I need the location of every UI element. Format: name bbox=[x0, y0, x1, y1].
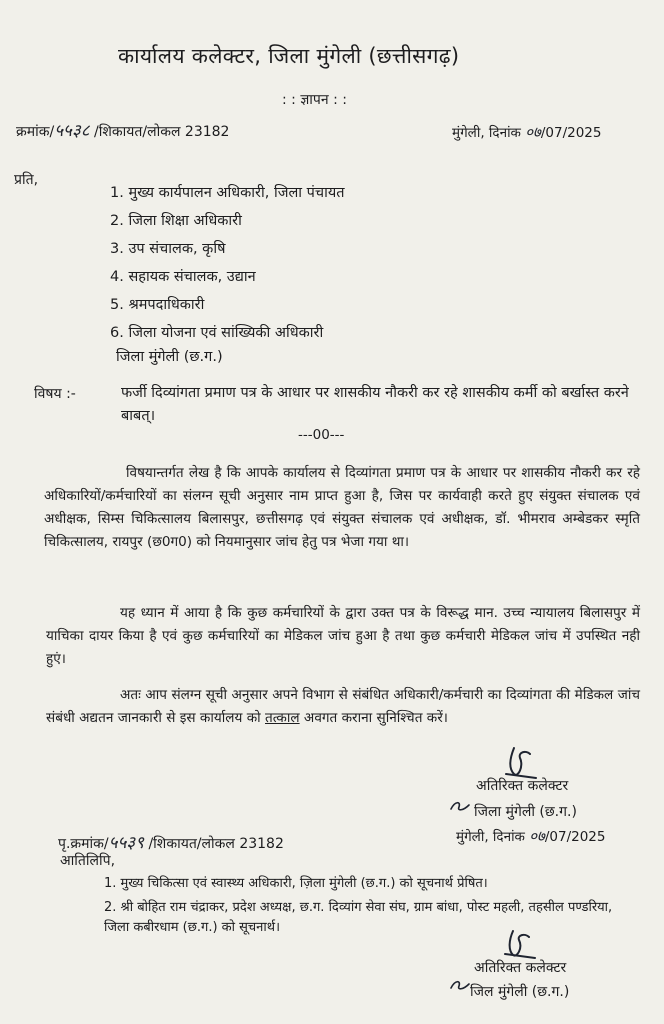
recipient-item: 6. जिला योजना एवं सांख्यिकी अधिकारी bbox=[110, 325, 324, 341]
signature1-designation: अतिरिक्त कलेक्टर bbox=[476, 778, 569, 794]
signature2-scribble-icon bbox=[499, 928, 539, 962]
body-paragraph-1: विषयान्तर्गत लेख है कि आपके कार्यालय से दिव्यांगता प्रमाण पत्र के आधार पर शासकीय नौकरी कर रहे अधिकारियों/कर्मचारियों का संलग्न सूची अनुसार नाम प्राप्त हुआ है, जिस पर कार्यवाही करते हुए संयुक्त संचालक एवं अधीक्षक, सिम्स चिकित्सालय बिलासपुर, छत्तीसगढ़ एवं संयुक्त संचालक एवं अधीक्षक, डॉ. भीमराव अम्बेडकर स्मृति चिकित्सालय, रायपुर (छ0ग0) को नियमानुसार जांच हेतु पत्र भेजा गया था। bbox=[44, 465, 640, 550]
handwritten-ref-number: ५५३८ bbox=[54, 121, 90, 141]
ref2-label: पृ.क्रमांक/ bbox=[58, 836, 109, 852]
recipient-item: 3. उप संचालक, कृषि bbox=[110, 241, 226, 257]
recipient-item: 5. श्रमपदाधिकारी bbox=[110, 297, 205, 313]
endorsement-date bbox=[456, 826, 605, 846]
date2-rest: /07/2025 bbox=[544, 829, 606, 845]
to-label: प्रति, bbox=[14, 172, 39, 188]
copy-item: 2. श्री बोहित राम चंद्राकर, प्रदेश अध्यक्ष, छ.ग. दिव्यांग सेवा संघ, ग्राम बांधा, पोस्ट महली, तहसील पण्डरिया, जिला कबीरधाम (छ.ग.) को सूचनार्थ। bbox=[104, 900, 613, 935]
recipient-district: जिला मुंगेली (छ.ग.) bbox=[116, 349, 223, 365]
recipient-item: 2. जिला शिक्षा अधिकारी bbox=[110, 213, 242, 229]
office-title: कार्यालय कलेक्टर, जिला मुंगेली (छत्तीसगढ़) bbox=[118, 44, 460, 68]
handwritten-date2-day: ०७ bbox=[529, 827, 545, 845]
para3-underlined-word: तत्काल bbox=[265, 710, 300, 726]
ref-label: क्रमांक/ bbox=[16, 124, 55, 140]
date-rest: /07/2025 bbox=[540, 125, 602, 141]
memo-heading: : : ज्ञापन : : bbox=[282, 92, 347, 108]
ref2-suffix: /शिकायत/लोकल 23182 bbox=[148, 836, 284, 852]
ref-suffix: /शिकायत/लोकल 23182 bbox=[94, 124, 230, 140]
signature1-district: जिला मुंगेली (छ.ग.) bbox=[474, 804, 577, 820]
issue-date bbox=[452, 122, 601, 142]
endorsement-reference-number bbox=[58, 830, 284, 853]
initial-mark-icon bbox=[449, 799, 471, 813]
handwritten-ref2-number: ५५३९ bbox=[108, 833, 144, 853]
subject-text: फर्जी दिव्यांगता प्रमाण पत्र के आधार पर शासकीय नौकरी कर रहे शासकीय कर्मी को बर्खास्त करने बाबत्। bbox=[121, 385, 629, 424]
subject-label: विषय :- bbox=[34, 386, 76, 402]
copy-to-label: आतिलिपि, bbox=[60, 853, 116, 869]
para3-text-before: अतः आप संलग्न सूची अनुसार अपने विभाग से संबंधित अधिकारी/कर्मचारी का दिव्यांगता की मेडिकल जांच संबंधी अद्यतन जानकारी से इस कार्यालय को bbox=[46, 687, 640, 726]
para3-text-after: अवगत कराना सुनिश्चित करें। bbox=[299, 710, 448, 726]
recipient-item: 4. सहायक संचालक, उद्यान bbox=[110, 269, 256, 285]
body-paragraph-2: यह ध्यान में आया है कि कुछ कर्मचारियों के द्वारा उक्त पत्र के विरूद्ध मान. उच्च न्यायालय बिलासपुर में याचिका दायर किया है एवं कुछ कर्मचारियों का मेडिकल जांच हुआ है तथा कुछ कर्मचारी मेडिकल जांच में उपस्थित नही हुएं। bbox=[46, 605, 640, 667]
body-paragraph-3 bbox=[46, 684, 640, 730]
signature2-district: जिल मुंगेली (छ.ग.) bbox=[470, 984, 570, 1000]
handwritten-date-day: ०७ bbox=[525, 123, 541, 141]
date2-prefix: मुंगेली, दिनांक bbox=[456, 829, 525, 845]
copy-item: 1. मुख्य चिकित्सा एवं स्वास्थ्य अधिकारी, ज़िला मुंगेली (छ.ग.) को सूचनार्थ प्रेषित। bbox=[104, 876, 488, 891]
signature2-designation: अतिरिक्त कलेक्टर bbox=[474, 960, 567, 976]
initial-mark-2-icon bbox=[449, 978, 471, 992]
recipient-item: 1. मुख्य कार्यपालन अधिकारी, जिला पंचायत bbox=[110, 185, 345, 201]
date-prefix: मुंगेली, दिनांक bbox=[452, 125, 521, 141]
reference-number bbox=[16, 118, 229, 141]
subject-divider: ---00--- bbox=[298, 427, 345, 443]
